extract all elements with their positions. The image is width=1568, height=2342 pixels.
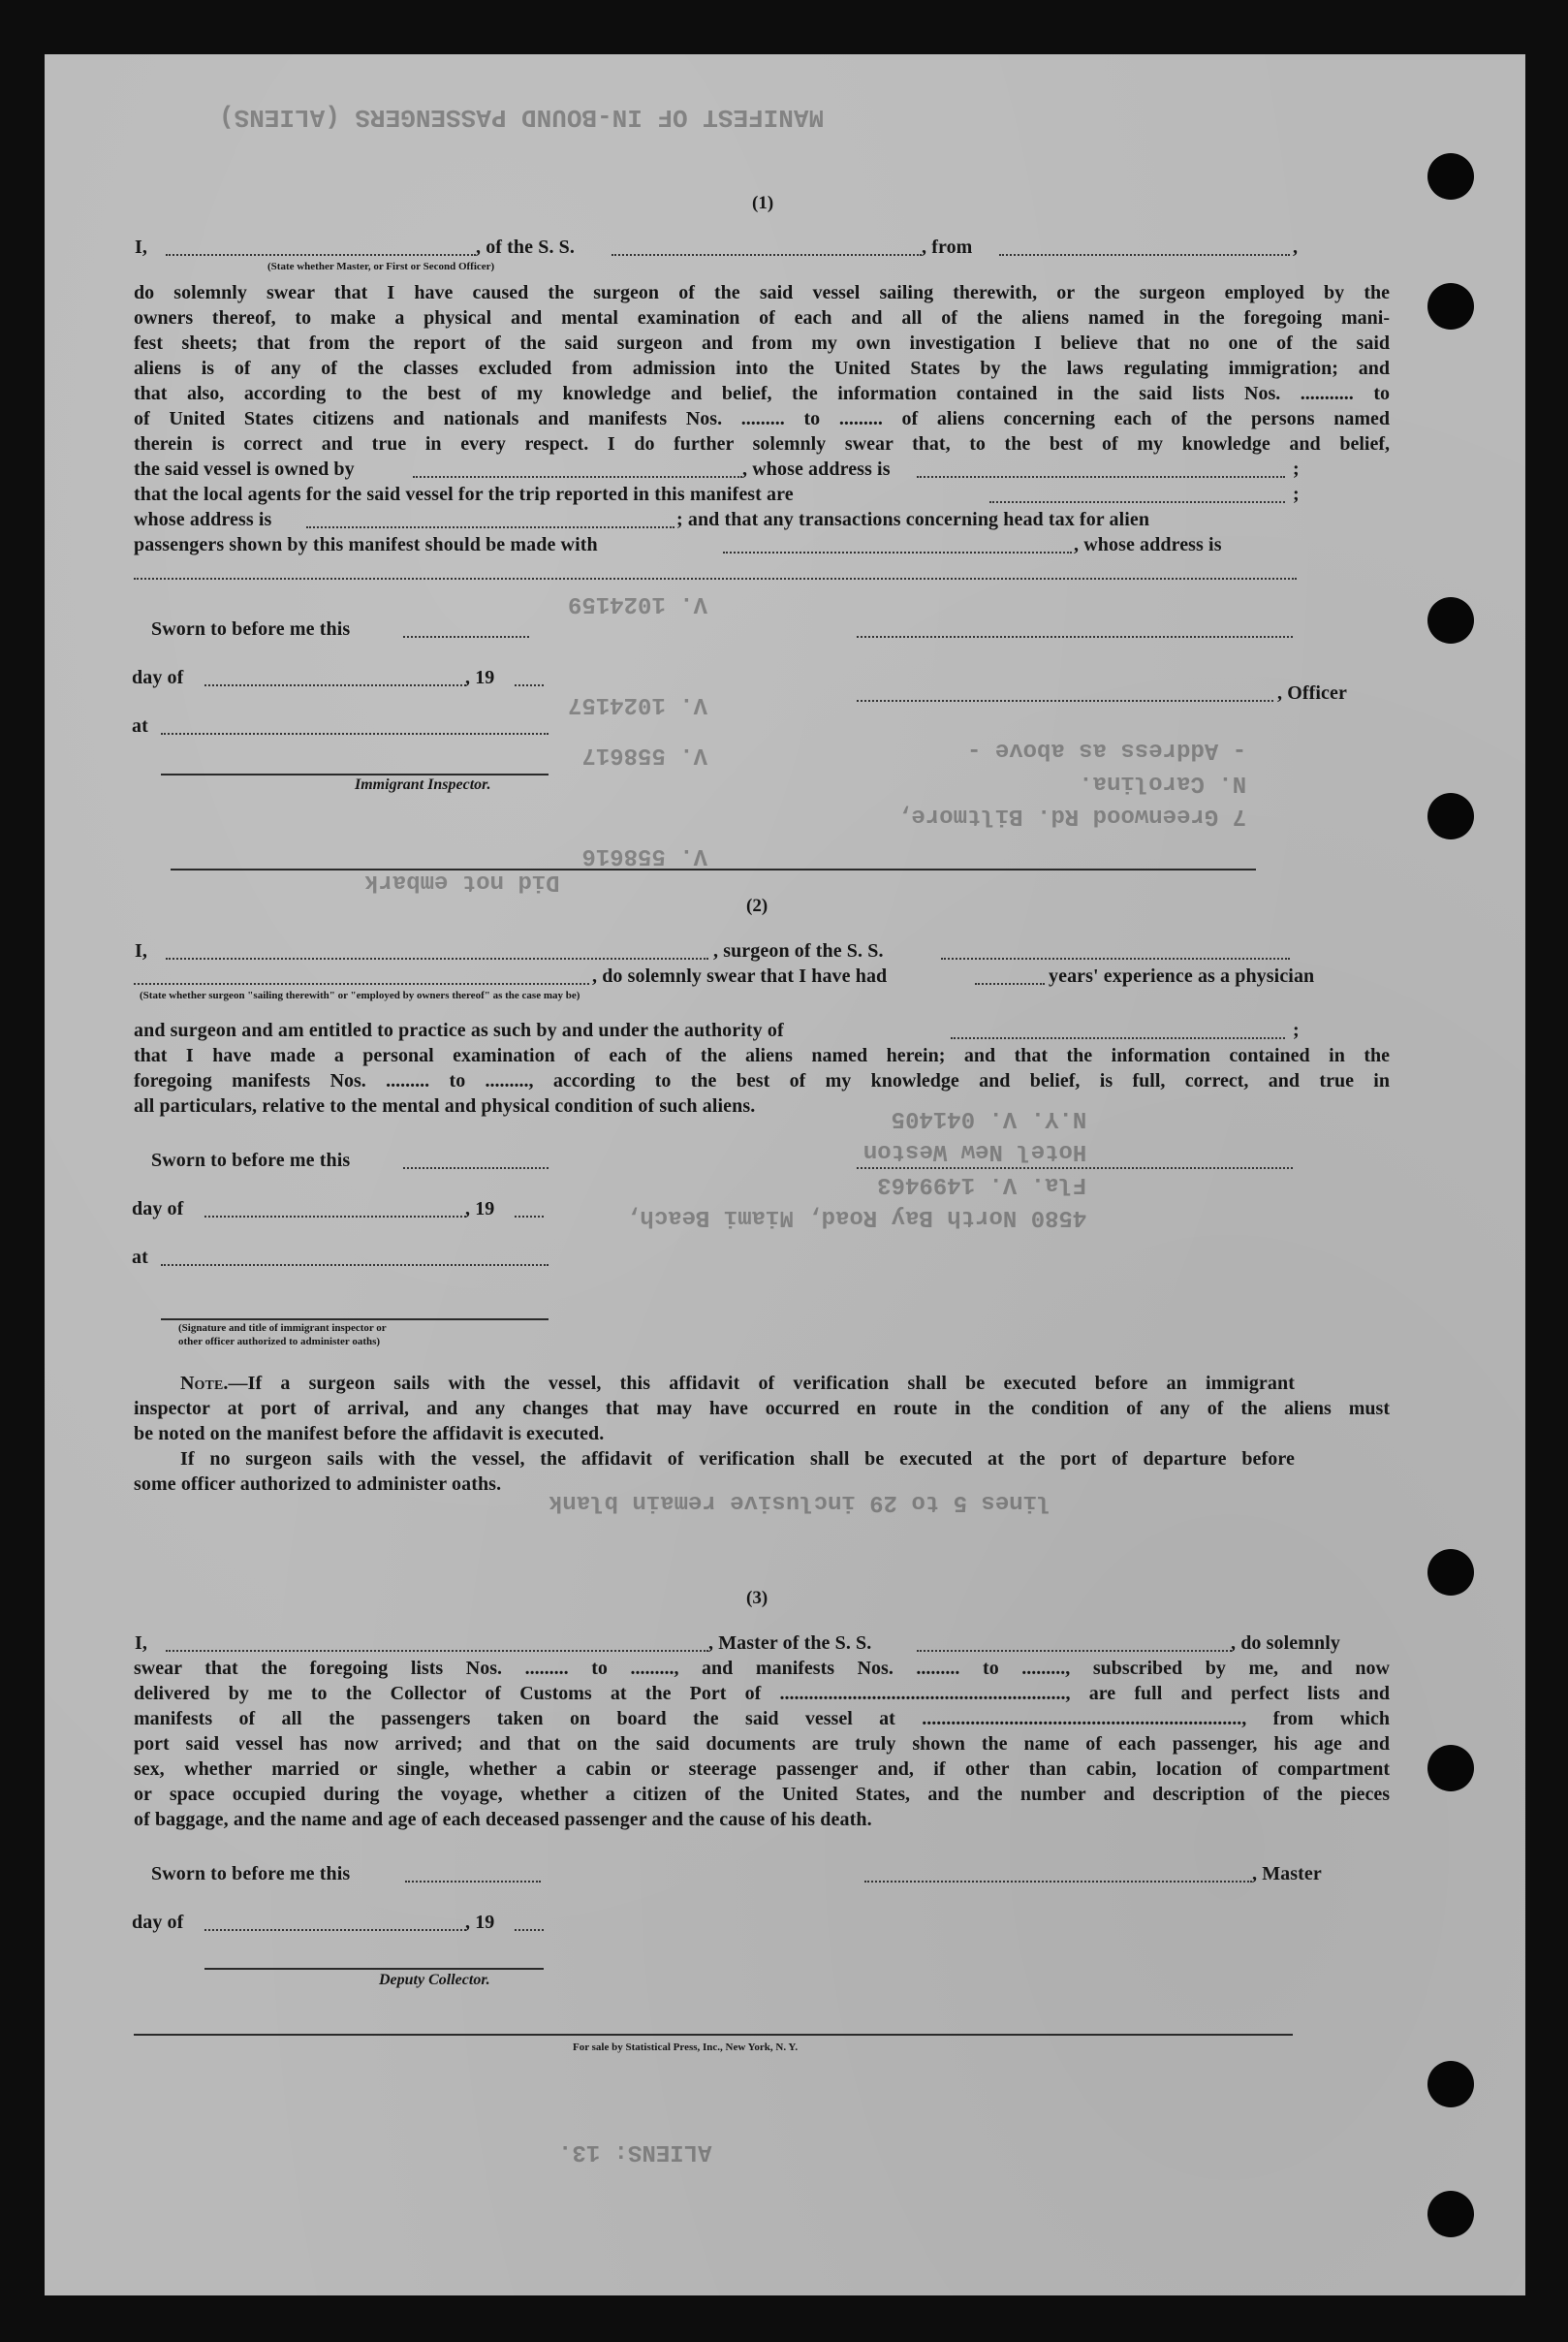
s1-immigrant-inspector: Immigrant Inspector. — [355, 776, 491, 793]
s3-vessel-field[interactable] — [917, 1650, 1232, 1652]
s2-signature-line — [161, 1318, 549, 1320]
s1-local-agents-field[interactable] — [989, 501, 1285, 503]
s3-para-line-3: manifests of all the passengers taken on board the said vessel at .................................................................., from which — [134, 1708, 1390, 1729]
punch-hole — [1427, 1549, 1474, 1596]
s2-sworn-day-field[interactable] — [403, 1167, 549, 1169]
s3-do-solemnly: , do solemnly — [1231, 1632, 1340, 1654]
s3-collector-line — [204, 1968, 544, 1970]
s1-whose-address-2-label: whose address is — [134, 509, 272, 530]
s2-years-label: years' experience as a physician — [1049, 965, 1315, 987]
punch-hole — [1427, 283, 1474, 330]
s2-years-field[interactable] — [975, 983, 1045, 985]
s3-para-line-1: swear that the foregoing lists Nos. ......... to ........., and manifests Nos. ......... to ........., subscribed by me, and now — [134, 1658, 1390, 1679]
s1-from-field[interactable] — [999, 254, 1290, 256]
punch-hole — [1427, 2061, 1474, 2107]
s2-at-label: at — [132, 1247, 148, 1268]
s3-master-of-label: , Master of the S. S. — [708, 1632, 872, 1654]
s1-officer-label: , Officer — [1277, 682, 1347, 704]
s2-vessel-field[interactable] — [941, 958, 1290, 960]
note-line-2: inspector at port of arrival, and any changes that may have occurred en route in the condition of any of the aliens must — [134, 1398, 1390, 1419]
s3-day-of-field[interactable] — [204, 1929, 466, 1931]
s3-para-line-4: port said vessel has now arrived; and that on the said documents are truly shown the name of each passenger, his age and — [134, 1733, 1390, 1755]
s2-para-line-4: all particulars, relative to the mental and physical condition of such aliens. — [134, 1095, 756, 1117]
bleed-through-miami: 4580 North Bay Road, Miami Beach, Fla. V. 1499463 Hotel New Weston N.Y. V. 041405 — [626, 1105, 1087, 1230]
s3-19-label: , 19 — [465, 1912, 495, 1933]
punch-hole — [1427, 1745, 1474, 1791]
s3-master-label: , Master — [1252, 1863, 1322, 1884]
s1-officer-note: (State whether Master, or First or Second Officer) — [267, 261, 495, 272]
s1-para-line-7: therein is correct and true in every respect. I do further solemnly swear that, to the best of my knowledge and belief, — [134, 433, 1390, 455]
s2-semicolon: ; — [1293, 1020, 1300, 1041]
s1-para-line-5: that also, according to the best of my knowledge and belief, the information contained in the said lists Nos. ........... to — [134, 383, 1390, 404]
s1-para-line-6: of United States citizens and nationals and manifests Nos. ......... to ......... of aliens concerning each of the persons named — [134, 408, 1390, 429]
s1-para-line-3: fest sheets; that from the report of the said surgeon and from my own investigation I believe that no one of the said — [134, 332, 1390, 354]
bleed-through-aliens: ALIENS: 13. — [558, 2138, 712, 2165]
s1-from-label: , from — [922, 237, 973, 258]
s3-para-line-2: delivered by me to the Collector of Customs at the Port of ..........................................................., are full and perfect lists and — [134, 1683, 1390, 1704]
s1-i-label: I, — [135, 237, 147, 258]
bleed-through-did-not: Did not embark — [364, 869, 560, 895]
s2-day-of-label: day of — [132, 1198, 184, 1219]
manifest-form-page — [45, 54, 1525, 2295]
punch-hole — [1427, 2191, 1474, 2237]
s2-name-field[interactable] — [166, 958, 708, 960]
s3-name-field[interactable] — [166, 1650, 708, 1652]
s3-master-signature-field[interactable] — [864, 1881, 1252, 1883]
bleed-through-numbers: V. 558616 V. 558617 V. 1024157 V. 1024159 — [568, 590, 708, 869]
note-label: Note. — [180, 1373, 229, 1394]
s3-year-field[interactable] — [515, 1929, 544, 1931]
s3-sworn-day-field[interactable] — [405, 1881, 541, 1883]
s3-i-label: I, — [135, 1632, 147, 1654]
s2-para-line-1: and surgeon and am entitled to practice as such by and under the authority of — [134, 1020, 784, 1041]
s1-day-of-label: day of — [132, 667, 184, 688]
s1-passengers-end: , whose address is — [1074, 534, 1222, 555]
s3-day-of-label: day of — [132, 1912, 184, 1933]
s1-vessel-field[interactable] — [612, 254, 922, 256]
s1-para-line-1: do solemnly swear that I have caused the surgeon of the said vessel sailing therewith, or the surgeon employed by the — [134, 282, 1390, 303]
s2-at-field[interactable] — [161, 1264, 549, 1266]
s1-name-field[interactable] — [166, 254, 476, 256]
s3-para-line-5: sex, whether married or single, whether a cabin or steerage passenger and, if other than cabin, location of compartment — [134, 1758, 1390, 1780]
s1-of-ss-label: , of the S. S. — [476, 237, 575, 258]
s1-end-rule — [171, 869, 1256, 870]
s2-year-field[interactable] — [515, 1216, 544, 1218]
s1-owner-address-field[interactable] — [917, 476, 1285, 478]
note-line-1 — [180, 1373, 1295, 1395]
s1-agents-address-field[interactable] — [306, 526, 674, 528]
s1-contact-address-field[interactable] — [134, 578, 1297, 580]
note-line-3: be noted on the manifest before the affidavit is executed. — [134, 1423, 605, 1444]
punch-hole — [1427, 597, 1474, 644]
s1-day-of-field[interactable] — [204, 684, 466, 686]
s1-head-tax-contact-field[interactable] — [723, 552, 1072, 554]
s1-passengers-label: passengers shown by this manifest should be made with — [134, 534, 598, 555]
s3-deputy-collector: Deputy Collector. — [379, 1972, 490, 1988]
s1-officer-signature-field[interactable] — [857, 700, 1273, 702]
s2-para-line-3: foregoing manifests Nos. ......... to ........., according to the best of my knowledge and belief, is full, correct, and true in — [134, 1070, 1390, 1092]
s1-local-agents-label: that the local agents for the said vessel for the trip reported in this manifest are — [134, 484, 794, 505]
s2-i-label: I, — [135, 940, 147, 962]
s2-19-label: , 19 — [465, 1198, 495, 1219]
section-1-number: (1) — [752, 193, 774, 213]
s2-authority-field[interactable] — [951, 1037, 1285, 1039]
s1-at-label: at — [132, 715, 148, 737]
s1-officer-sig-top-field[interactable] — [857, 636, 1293, 638]
s3-sworn-label: Sworn to before me this — [151, 1863, 351, 1884]
s1-semicolon-2: ; — [1293, 484, 1300, 505]
s1-para-line-4: aliens is of any of the classes excluded from admission into the United States by the laws regulating immigration; and — [134, 358, 1390, 379]
s1-comma: , — [1293, 237, 1299, 258]
s1-head-tax-label: ; and that any transactions concerning head tax for alien — [676, 509, 1150, 530]
footer-printer: For sale by Statistical Press, Inc., New York, N. Y. — [573, 2041, 799, 2053]
footer-rule — [134, 2034, 1293, 2036]
s1-owned-by-label: the said vessel is owned by — [134, 459, 355, 480]
s2-right-line-1[interactable] — [857, 1167, 1293, 1169]
s1-semicolon: ; — [1293, 459, 1300, 480]
s2-day-of-field[interactable] — [204, 1216, 466, 1218]
s1-sworn-label: Sworn to before me this — [151, 618, 351, 640]
bleed-through-lines: lines 5 to 29 inclusive remain blank — [549, 1489, 1051, 1515]
s2-surgeon-type-field[interactable] — [134, 983, 589, 985]
s1-at-field[interactable] — [161, 733, 549, 735]
bleed-through-header: MANIFEST OF IN-BOUND PASSENGERS (ALIENS) — [219, 103, 825, 132]
s1-sworn-day-field[interactable] — [403, 636, 529, 638]
s2-swear-label: , do solemnly swear that I have had — [592, 965, 888, 987]
s1-year-field[interactable] — [515, 684, 544, 686]
s1-inspector-line — [161, 774, 549, 775]
note-line-4: If no surgeon sails with the vessel, the affidavit of verification shall be executed at the port of departure before — [180, 1448, 1295, 1470]
punch-hole — [1427, 793, 1474, 839]
section-2-number: (2) — [746, 896, 768, 916]
s2-surgeon-label: , surgeon of the S. S. — [713, 940, 884, 962]
note-line-5: some officer authorized to administer oaths. — [134, 1473, 502, 1495]
s3-para-line-6: or space occupied during the voyage, whether a citizen of the United States, and the number and description of the pieces — [134, 1784, 1390, 1805]
punch-hole — [1427, 153, 1474, 200]
bleed-through-address: 7 Greenwood Rd. Biltmore, N. Carolina. - Address as above - — [897, 737, 1247, 829]
s2-surgeon-note: (State whether surgeon "sailing therewith" or "employed by owners thereof" as the case may be) — [140, 990, 580, 1001]
s1-owner-field[interactable] — [413, 476, 742, 478]
s2-para-line-2: that I have made a personal examination of each of the aliens named herein; and that the information contained in the — [134, 1045, 1390, 1066]
s1-para-line-2: owners thereof, to make a physical and mental examination of each and all of the aliens named in the foregoing mani- — [134, 307, 1390, 329]
note-text-1: —If a surgeon sails with the vessel, this affidavit of verification shall be executed before an immigrant — [228, 1373, 1295, 1394]
s2-signature-note-1: (Signature and title of immigrant inspector or — [178, 1322, 387, 1334]
s1-19-label: , 19 — [465, 667, 495, 688]
s3-para-line-7: of baggage, and the name and age of each deceased passenger and the cause of his death. — [134, 1809, 872, 1830]
section-3-number: (3) — [746, 1588, 768, 1608]
s1-whose-address-label: , whose address is — [742, 459, 891, 480]
s2-signature-note-2: other officer authorized to administer oaths) — [178, 1336, 381, 1347]
s2-sworn-label: Sworn to before me this — [151, 1150, 351, 1171]
